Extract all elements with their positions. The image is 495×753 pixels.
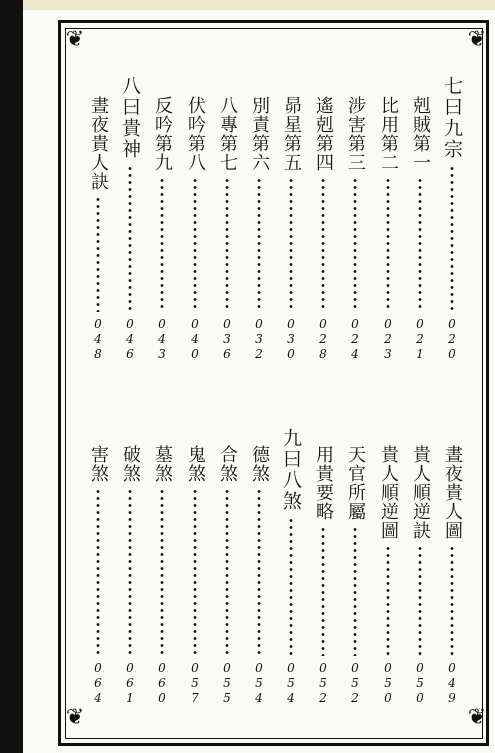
toc-entry[interactable] — [279, 428, 303, 706]
toc-leader-dots — [450, 545, 454, 656]
toc-entry-title: 墓煞 — [152, 445, 173, 483]
toc-leader-dots — [353, 526, 357, 656]
toc-leader-dots — [257, 177, 261, 312]
toc-page-number: 030 — [284, 317, 298, 362]
toc-entry[interactable] — [343, 445, 367, 706]
toc-entry-title: 貴人順逆訣 — [410, 445, 431, 540]
toc-entry-title: 合煞 — [217, 445, 238, 483]
toc-page-number: 024 — [348, 317, 362, 362]
toc-leader-dots — [225, 488, 229, 656]
toc-page-number: 049 — [445, 661, 459, 706]
toc-entry[interactable] — [408, 96, 432, 362]
toc-entry[interactable] — [311, 96, 335, 362]
toc-entry-title: 害煞 — [88, 445, 109, 483]
toc-page-number: 043 — [155, 317, 169, 362]
toc-entry[interactable] — [183, 445, 207, 706]
toc-page-number: 060 — [155, 661, 169, 706]
toc-leader-dots — [386, 545, 390, 656]
toc-entry[interactable] — [150, 96, 174, 362]
toc-entry[interactable] — [279, 96, 303, 362]
toc-leader-dots — [257, 488, 261, 656]
toc-page-number: 040 — [188, 317, 202, 362]
toc-entry[interactable] — [343, 96, 367, 362]
corner-ornament-top-left: ❦ — [65, 27, 85, 52]
toc-page-number: 054 — [252, 661, 266, 706]
toc-entry-title: 別責第六 — [249, 96, 270, 172]
toc-leader-dots — [418, 177, 422, 312]
toc-entry[interactable] — [376, 96, 400, 362]
toc-entry-title: 剋賊第一 — [410, 96, 431, 172]
toc-leader-dots — [450, 165, 454, 312]
toc-entry[interactable] — [440, 76, 464, 362]
toc-page-number: 046 — [123, 317, 137, 362]
toc-page-number: 050 — [381, 661, 395, 706]
toc-entry[interactable] — [118, 445, 142, 706]
toc-section-heading: 七曰九宗 — [441, 76, 463, 160]
toc-entry[interactable] — [86, 96, 110, 362]
toc-entry-title: 比用第二 — [378, 96, 399, 172]
toc-entry-title: 八專第七 — [217, 96, 238, 172]
toc-entry-title: 貴人順逆圖 — [378, 445, 399, 540]
toc-page-number: 020 — [445, 317, 459, 362]
toc-page-number: 057 — [188, 661, 202, 706]
toc-entry-title: 破煞 — [120, 445, 141, 483]
toc-section-heading: 九曰八煞 — [280, 428, 302, 512]
toc-leader-dots — [96, 488, 100, 656]
toc-section-heading: 八曰貴神 — [119, 76, 141, 160]
toc-page-number: 021 — [413, 317, 427, 362]
toc-entry[interactable] — [215, 96, 239, 362]
toc-page-number: 054 — [284, 661, 298, 706]
toc-page-number: 032 — [252, 317, 266, 362]
toc-page-number: 036 — [220, 317, 234, 362]
toc-entry-title: 伏吟第八 — [185, 96, 206, 172]
toc-entry[interactable] — [215, 445, 239, 706]
toc-entry[interactable] — [408, 445, 432, 706]
toc-entry-title: 涉害第三 — [345, 96, 366, 172]
toc-leader-dots — [225, 177, 229, 312]
toc-entry-title: 昴星第五 — [281, 96, 302, 172]
toc-entry-title: 天官所屬 — [345, 445, 366, 521]
toc-leader-dots — [193, 488, 197, 656]
toc-entry[interactable] — [376, 445, 400, 706]
toc-entry[interactable] — [311, 445, 335, 706]
toc-entry[interactable] — [440, 445, 464, 706]
toc-page-number: 055 — [220, 661, 234, 706]
toc-leader-dots — [289, 517, 293, 656]
toc-entry[interactable] — [118, 76, 142, 362]
toc-page-number: 050 — [413, 661, 427, 706]
toc-leader-dots — [289, 177, 293, 312]
toc-entry[interactable] — [150, 445, 174, 706]
toc-entry[interactable] — [247, 96, 271, 362]
toc-leader-dots — [160, 177, 164, 312]
toc-entry-title: 用貴要略 — [313, 445, 334, 521]
toc-page-number: 048 — [91, 317, 105, 362]
toc-entry[interactable] — [183, 96, 207, 362]
toc-leader-dots — [321, 177, 325, 312]
toc-leader-dots — [418, 545, 422, 656]
corner-ornament-bottom-right: ❦ — [467, 705, 487, 730]
book-spine-shadow — [0, 0, 23, 753]
toc-leader-dots — [96, 196, 100, 312]
toc-entry-title: 遙剋第四 — [313, 96, 334, 172]
toc-page-number: 028 — [316, 317, 330, 362]
toc-page-number: 052 — [348, 661, 362, 706]
toc-page-number: 061 — [123, 661, 137, 706]
toc-leader-dots — [128, 165, 132, 312]
toc-entry-title: 反吟第九 — [152, 96, 173, 172]
toc-entry-title: 晝夜貴人訣 — [88, 96, 109, 191]
toc-entry[interactable] — [86, 445, 110, 706]
toc-page-number: 052 — [316, 661, 330, 706]
toc-leader-dots — [321, 526, 325, 656]
corner-ornament-top-right: ❦ — [467, 27, 487, 52]
toc-leader-dots — [386, 177, 390, 312]
toc-entry-title: 晝夜貴人圖 — [442, 445, 463, 540]
toc-entry[interactable] — [247, 445, 271, 706]
toc-leader-dots — [160, 488, 164, 656]
toc-leader-dots — [128, 488, 132, 656]
toc-entry-title: 德煞 — [249, 445, 270, 483]
toc-page-number: 023 — [381, 317, 395, 362]
corner-ornament-bottom-left: ❦ — [65, 705, 85, 730]
toc-entry-title: 鬼煞 — [185, 445, 206, 483]
toc-leader-dots — [353, 177, 357, 312]
toc-page-number: 064 — [91, 661, 105, 706]
toc-leader-dots — [193, 177, 197, 312]
